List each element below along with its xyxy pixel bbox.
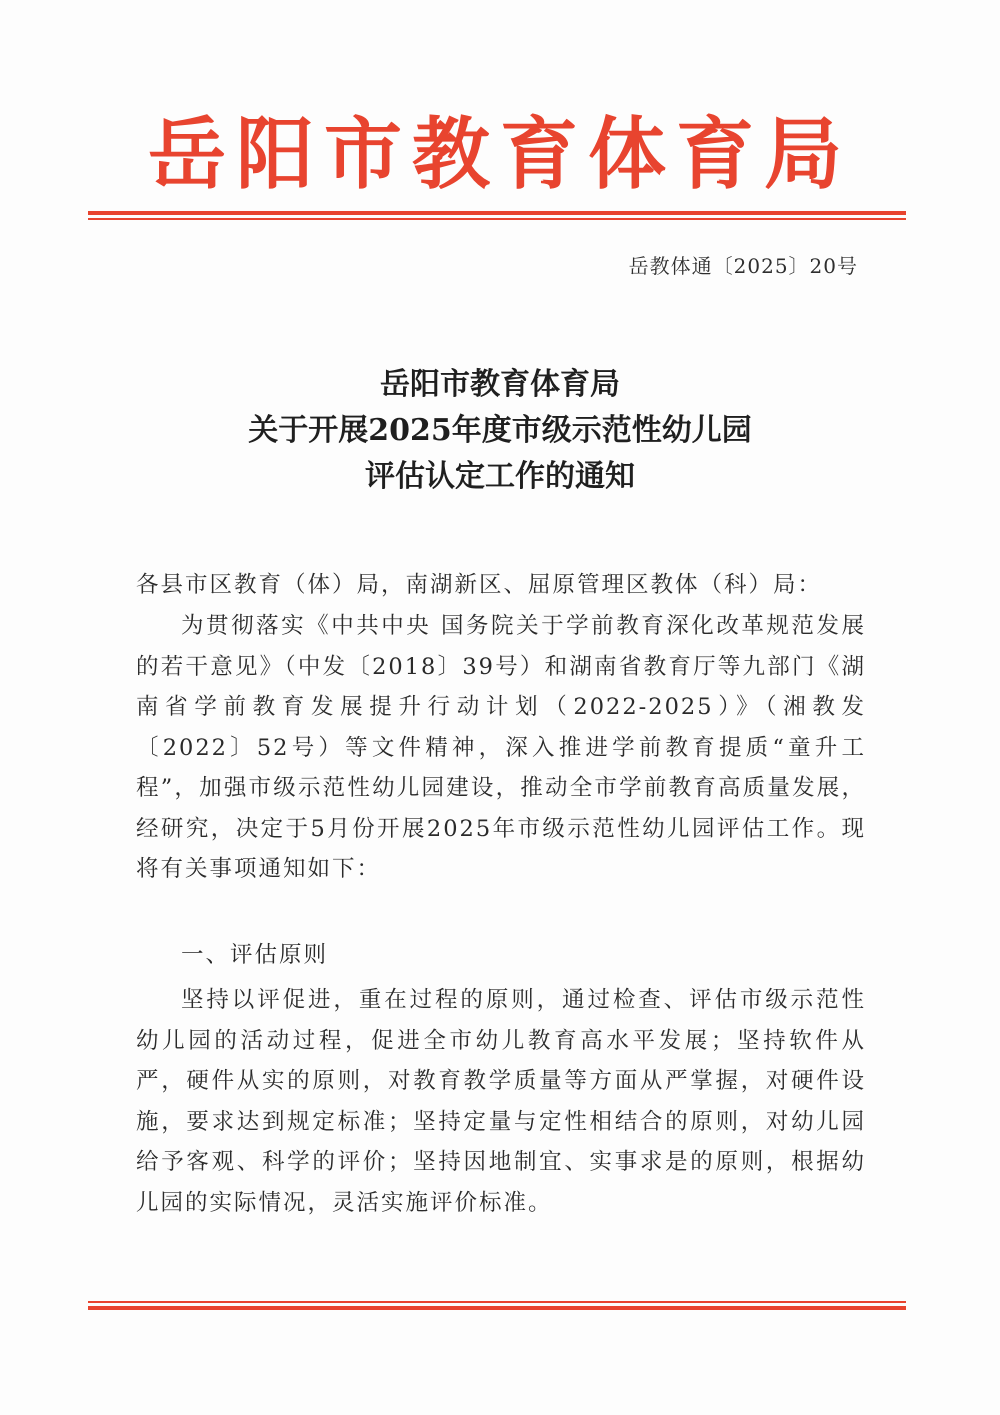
footer-red-rule-thin bbox=[88, 1301, 906, 1303]
header-red-rule-thick bbox=[88, 211, 906, 215]
document-number: 岳教体通〔2025〕20号 bbox=[628, 254, 858, 278]
issuer-masthead: 岳阳市教育体育局 bbox=[147, 109, 852, 200]
section-heading-1: 一、评估原则 bbox=[181, 942, 329, 968]
footer-red-rule-thick bbox=[88, 1306, 906, 1310]
section-1-paragraph: 坚持以评促进，重在过程的原则，通过检查、评估市级示范性幼儿园的活动过程，促进全市幼儿教育高水平发展；坚持软件从严，硬件从实的原则，对教育教学质量等方面从严掌握，对硬件设施，要求达到规定标准；坚持定量与定性相结合的原则，对幼儿园给予客观、科学的评价；坚持因地制宜、实事求是的原则，根据幼儿园的实际情况，灵活实施评价标准。 bbox=[136, 987, 866, 1216]
header-red-rule-thin bbox=[88, 218, 906, 220]
salutation: 各县市区教育（体）局，南湖新区、屈原管理区教体（科）局： bbox=[136, 572, 823, 598]
document-title bbox=[0, 362, 1000, 500]
title-line-3: 评估认定工作的通知 bbox=[365, 459, 635, 494]
title-line-1: 岳阳市教育体育局 bbox=[380, 367, 620, 402]
title-line-2: 关于开展2025年度市级示范性幼儿园 bbox=[248, 413, 752, 448]
intro-paragraph: 为贯彻落实《中共中央 国务院关于学前教育深化改革规范发展的若干意见》（中发〔2018〕39号）和湖南省教育厅等九部门《湖南省学前教育发展提升行动计划（2022-2025）》（湘教发〔2022〕52号）等文件精神，深入推进学前教育提质“童升工程”，加强市级示范性幼儿园建设，推动全市学前教育高质量发展，经研究，决定于5月份开展2025年市级示范性幼儿园评估工作。现将有关事项通知如下： bbox=[136, 613, 866, 882]
